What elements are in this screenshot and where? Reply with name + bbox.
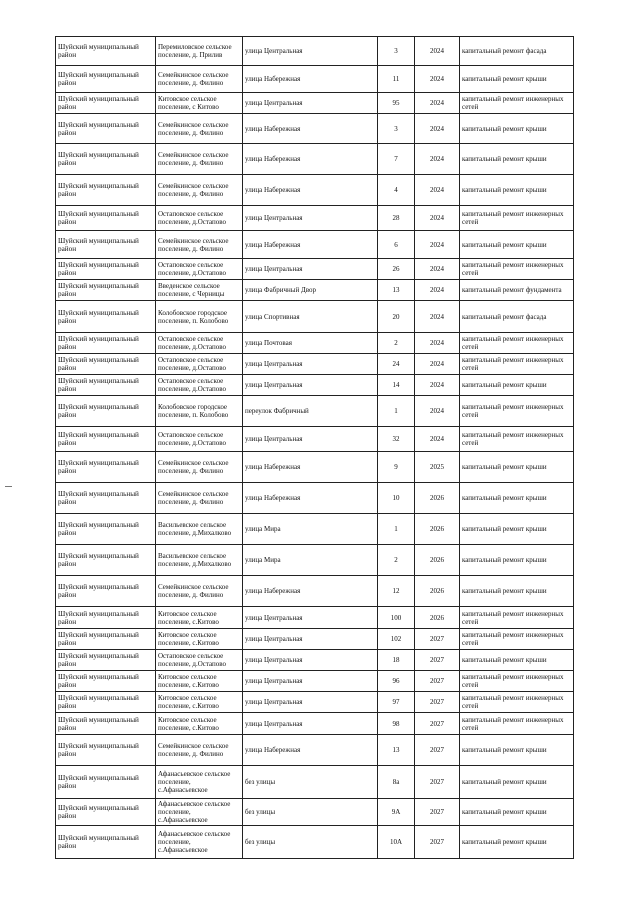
- cell-work: капитальный ремонт крыши: [460, 375, 574, 396]
- cell-year: 2027: [415, 671, 460, 692]
- cell-district: Шуйский муниципальный район: [56, 301, 156, 333]
- cell-district: Шуйский муниципальный район: [56, 766, 156, 799]
- cell-settlement: Остаповское сельское поселение, д.Остапово: [156, 650, 243, 671]
- table-row: [56, 206, 574, 231]
- cell-year: 2026: [415, 514, 460, 545]
- cell-district: Шуйский муниципальный район: [56, 354, 156, 375]
- cell-street: улица Фабричный Двор: [243, 280, 378, 301]
- cell-year: 2027: [415, 826, 460, 859]
- cell-house: 4: [378, 175, 415, 206]
- cell-year: 2024: [415, 144, 460, 175]
- cell-street: без улицы: [243, 799, 378, 826]
- cell-work: капитальный ремонт инженерных сетей: [460, 692, 574, 713]
- cell-street: улица Набережная: [243, 735, 378, 766]
- cell-year: 2024: [415, 375, 460, 396]
- cell-settlement: Китовское сельское поселение, с.Китово: [156, 629, 243, 650]
- cell-street: улица Набережная: [243, 483, 378, 514]
- cell-district: Шуйский муниципальный район: [56, 175, 156, 206]
- cell-house: 10: [378, 483, 415, 514]
- cell-district: Шуйский муниципальный район: [56, 114, 156, 144]
- cell-house: 96: [378, 671, 415, 692]
- cell-street: улица Набережная: [243, 452, 378, 483]
- margin-mark: [5, 486, 12, 487]
- cell-year: 2027: [415, 650, 460, 671]
- table-row: [56, 545, 574, 576]
- table-row: [56, 333, 574, 354]
- cell-district: Шуйский муниципальный район: [56, 514, 156, 545]
- cell-house: 9: [378, 452, 415, 483]
- cell-house: 97: [378, 692, 415, 713]
- cell-district: Шуйский муниципальный район: [56, 452, 156, 483]
- cell-work: капитальный ремонт крыши: [460, 514, 574, 545]
- cell-year: 2027: [415, 799, 460, 826]
- cell-district: Шуйский муниципальный район: [56, 692, 156, 713]
- cell-street: улица Набережная: [243, 144, 378, 175]
- table-row: [56, 514, 574, 545]
- table-row: [56, 427, 574, 452]
- cell-district: Шуйский муниципальный район: [56, 671, 156, 692]
- cell-settlement: Колобовское городское поселение, п. Колобово: [156, 301, 243, 333]
- table-row: [56, 231, 574, 259]
- cell-house: 13: [378, 735, 415, 766]
- table-row: [56, 766, 574, 799]
- cell-street: улица Центральная: [243, 629, 378, 650]
- cell-house: 6: [378, 231, 415, 259]
- cell-year: 2027: [415, 735, 460, 766]
- cell-street: переулок Фабричный: [243, 396, 378, 427]
- cell-year: 2025: [415, 452, 460, 483]
- cell-settlement: Афанасьевское сельское поселение, с.Афанасьевское: [156, 799, 243, 826]
- cell-street: улица Центральная: [243, 93, 378, 114]
- cell-district: Шуйский муниципальный район: [56, 735, 156, 766]
- cell-work: капитальный ремонт крыши: [460, 144, 574, 175]
- cell-district: Шуйский муниципальный район: [56, 37, 156, 66]
- cell-settlement: Колобовское городское поселение, п. Колобово: [156, 396, 243, 427]
- cell-district: Шуйский муниципальный район: [56, 483, 156, 514]
- table-row: [56, 735, 574, 766]
- cell-house: 2: [378, 333, 415, 354]
- cell-street: без улицы: [243, 766, 378, 799]
- cell-street: улица Центральная: [243, 37, 378, 66]
- cell-work: капитальный ремонт инженерных сетей: [460, 206, 574, 231]
- cell-district: Шуйский муниципальный район: [56, 650, 156, 671]
- cell-district: Шуйский муниципальный район: [56, 231, 156, 259]
- cell-district: Шуйский муниципальный район: [56, 144, 156, 175]
- cell-street: улица Набережная: [243, 114, 378, 144]
- cell-work: капитальный ремонт инженерных сетей: [460, 259, 574, 280]
- cell-work: капитальный ремонт крыши: [460, 799, 574, 826]
- cell-settlement: Васильевское сельское поселение, д.Михалково: [156, 545, 243, 576]
- cell-house: 1: [378, 514, 415, 545]
- cell-street: улица Набережная: [243, 175, 378, 206]
- cell-work: капитальный ремонт инженерных сетей: [460, 396, 574, 427]
- cell-year: 2024: [415, 93, 460, 114]
- cell-settlement: Остаповское сельское поселение, д.Остапово: [156, 333, 243, 354]
- table-body: [56, 37, 574, 859]
- cell-work: капитальный ремонт инженерных сетей: [460, 629, 574, 650]
- cell-year: 2027: [415, 766, 460, 799]
- cell-street: улица Набережная: [243, 66, 378, 93]
- cell-house: 1: [378, 396, 415, 427]
- cell-district: Шуйский муниципальный район: [56, 375, 156, 396]
- cell-settlement: Афанасьевское сельское поселение, с.Афанасьевское: [156, 826, 243, 859]
- cell-work: капитальный ремонт крыши: [460, 766, 574, 799]
- cell-settlement: Семейкинское сельское поселение, д. Филино: [156, 114, 243, 144]
- repair-schedule-table: [55, 36, 574, 859]
- cell-house: 32: [378, 427, 415, 452]
- cell-district: Шуйский муниципальный район: [56, 206, 156, 231]
- cell-district: Шуйский муниципальный район: [56, 576, 156, 607]
- table-row: [56, 375, 574, 396]
- cell-house: 98: [378, 713, 415, 735]
- cell-street: улица Центральная: [243, 354, 378, 375]
- cell-settlement: Афанасьевское сельское поселение, с.Афанасьевское: [156, 766, 243, 799]
- cell-house: 13: [378, 280, 415, 301]
- cell-street: улица Спортивная: [243, 301, 378, 333]
- cell-settlement: Остаповское сельское поселение, д.Остапово: [156, 206, 243, 231]
- cell-street: улица Мира: [243, 545, 378, 576]
- cell-work: капитальный ремонт крыши: [460, 826, 574, 859]
- table-row: [56, 607, 574, 629]
- cell-year: 2024: [415, 280, 460, 301]
- cell-house: 95: [378, 93, 415, 114]
- cell-settlement: Остаповское сельское поселение, д.Остапово: [156, 259, 243, 280]
- cell-year: 2026: [415, 545, 460, 576]
- cell-district: Шуйский муниципальный район: [56, 427, 156, 452]
- cell-district: Шуйский муниципальный район: [56, 713, 156, 735]
- cell-year: 2024: [415, 114, 460, 144]
- cell-work: капитальный ремонт крыши: [460, 114, 574, 144]
- cell-year: 2026: [415, 576, 460, 607]
- cell-year: 2024: [415, 231, 460, 259]
- table-row: [56, 114, 574, 144]
- table-row: [56, 93, 574, 114]
- cell-street: без улицы: [243, 826, 378, 859]
- cell-street: улица Центральная: [243, 427, 378, 452]
- cell-work: капитальный ремонт крыши: [460, 735, 574, 766]
- cell-street: улица Центральная: [243, 671, 378, 692]
- cell-work: капитальный ремонт фундамента: [460, 280, 574, 301]
- cell-district: Шуйский муниципальный район: [56, 66, 156, 93]
- cell-work: капитальный ремонт крыши: [460, 545, 574, 576]
- cell-settlement: Семейкинское сельское поселение, д. Филино: [156, 735, 243, 766]
- cell-year: 2024: [415, 301, 460, 333]
- cell-settlement: Семейкинское сельское поселение, д. Филино: [156, 175, 243, 206]
- cell-year: 2024: [415, 66, 460, 93]
- cell-district: Шуйский муниципальный район: [56, 396, 156, 427]
- cell-district: Шуйский муниципальный район: [56, 259, 156, 280]
- cell-settlement: Китовское сельское поселение, с Китово: [156, 93, 243, 114]
- cell-house: 14: [378, 375, 415, 396]
- cell-settlement: Китовское сельское поселение, с.Китово: [156, 692, 243, 713]
- cell-house: 12: [378, 576, 415, 607]
- cell-work: капитальный ремонт инженерных сетей: [460, 671, 574, 692]
- cell-year: 2026: [415, 483, 460, 514]
- table-row: [56, 259, 574, 280]
- table-row: [56, 175, 574, 206]
- cell-year: 2024: [415, 396, 460, 427]
- table-row: [56, 452, 574, 483]
- cell-year: 2024: [415, 259, 460, 280]
- cell-street: улица Центральная: [243, 259, 378, 280]
- cell-house: 3: [378, 114, 415, 144]
- cell-district: Шуйский муниципальный район: [56, 607, 156, 629]
- cell-settlement: Китовское сельское поселение, с.Китово: [156, 671, 243, 692]
- cell-street: улица Набережная: [243, 576, 378, 607]
- cell-work: капитальный ремонт инженерных сетей: [460, 607, 574, 629]
- cell-district: Шуйский муниципальный район: [56, 799, 156, 826]
- table-row: [56, 354, 574, 375]
- cell-settlement: Введенское сельское поселение, с Черницы: [156, 280, 243, 301]
- table-row: [56, 671, 574, 692]
- cell-street: улица Центральная: [243, 713, 378, 735]
- cell-work: капитальный ремонт крыши: [460, 576, 574, 607]
- table-row: [56, 692, 574, 713]
- cell-house: 20: [378, 301, 415, 333]
- cell-house: 2: [378, 545, 415, 576]
- cell-settlement: Семейкинское сельское поселение, д. Филино: [156, 66, 243, 93]
- cell-settlement: Семейкинское сельское поселение, д. Филино: [156, 144, 243, 175]
- cell-work: капитальный ремонт фасада: [460, 37, 574, 66]
- cell-year: 2024: [415, 354, 460, 375]
- cell-settlement: Китовское сельское поселение, с.Китово: [156, 713, 243, 735]
- table-row: [56, 301, 574, 333]
- cell-house: 7: [378, 144, 415, 175]
- table-row: [56, 713, 574, 735]
- cell-work: капитальный ремонт инженерных сетей: [460, 333, 574, 354]
- cell-house: 26: [378, 259, 415, 280]
- table-row: [56, 396, 574, 427]
- table-row: [56, 483, 574, 514]
- table-row: [56, 629, 574, 650]
- cell-settlement: Васильевское сельское поселение, д.Михалково: [156, 514, 243, 545]
- cell-settlement: Остаповское сельское поселение, д.Остапово: [156, 375, 243, 396]
- cell-work: капитальный ремонт инженерных сетей: [460, 427, 574, 452]
- cell-district: Шуйский муниципальный район: [56, 280, 156, 301]
- table-row: [56, 280, 574, 301]
- cell-house: 24: [378, 354, 415, 375]
- cell-house: 102: [378, 629, 415, 650]
- cell-district: Шуйский муниципальный район: [56, 629, 156, 650]
- cell-work: капитальный ремонт инженерных сетей: [460, 713, 574, 735]
- cell-settlement: Остаповское сельское поселение, д.Остапово: [156, 354, 243, 375]
- cell-street: улица Мира: [243, 514, 378, 545]
- cell-work: капитальный ремонт крыши: [460, 175, 574, 206]
- cell-settlement: Перемиловское сельское поселение, д. Прилив: [156, 37, 243, 66]
- cell-year: 2026: [415, 607, 460, 629]
- table-row: [56, 799, 574, 826]
- cell-work: капитальный ремонт инженерных сетей: [460, 354, 574, 375]
- cell-street: улица Центральная: [243, 607, 378, 629]
- cell-work: капитальный ремонт крыши: [460, 66, 574, 93]
- cell-house: 8а: [378, 766, 415, 799]
- cell-house: 10А: [378, 826, 415, 859]
- document-page: [55, 36, 573, 859]
- table-row: [56, 650, 574, 671]
- cell-year: 2024: [415, 333, 460, 354]
- cell-house: 28: [378, 206, 415, 231]
- cell-house: 9А: [378, 799, 415, 826]
- table-row: [56, 66, 574, 93]
- cell-settlement: Остаповское сельское поселение, д.Остапово: [156, 427, 243, 452]
- cell-work: капитальный ремонт инженерных сетей: [460, 93, 574, 114]
- cell-house: 100: [378, 607, 415, 629]
- cell-street: улица Центральная: [243, 375, 378, 396]
- cell-year: 2024: [415, 206, 460, 231]
- table-row: [56, 576, 574, 607]
- cell-work: капитальный ремонт крыши: [460, 231, 574, 259]
- table-row: [56, 144, 574, 175]
- table-row: [56, 826, 574, 859]
- cell-year: 2027: [415, 692, 460, 713]
- cell-year: 2027: [415, 713, 460, 735]
- cell-street: улица Центральная: [243, 650, 378, 671]
- cell-year: 2027: [415, 629, 460, 650]
- cell-house: 18: [378, 650, 415, 671]
- cell-district: Шуйский муниципальный район: [56, 93, 156, 114]
- cell-house: 3: [378, 37, 415, 66]
- cell-settlement: Семейкинское сельское поселение, д. Филино: [156, 483, 243, 514]
- cell-work: капитальный ремонт крыши: [460, 452, 574, 483]
- cell-district: Шуйский муниципальный район: [56, 826, 156, 859]
- cell-settlement: Китовское сельское поселение, с.Китово: [156, 607, 243, 629]
- table-row: [56, 37, 574, 66]
- cell-settlement: Семейкинское сельское поселение, д. Филино: [156, 452, 243, 483]
- cell-work: капитальный ремонт крыши: [460, 483, 574, 514]
- cell-district: Шуйский муниципальный район: [56, 333, 156, 354]
- cell-settlement: Семейкинское сельское поселение, д. Филино: [156, 576, 243, 607]
- cell-work: капитальный ремонт фасада: [460, 301, 574, 333]
- cell-street: улица Центральная: [243, 692, 378, 713]
- cell-street: улица Почтовая: [243, 333, 378, 354]
- cell-district: Шуйский муниципальный район: [56, 545, 156, 576]
- cell-year: 2024: [415, 37, 460, 66]
- cell-street: улица Набережная: [243, 231, 378, 259]
- cell-year: 2024: [415, 175, 460, 206]
- cell-work: капитальный ремонт крыши: [460, 650, 574, 671]
- cell-house: 11: [378, 66, 415, 93]
- cell-street: улица Центральная: [243, 206, 378, 231]
- cell-year: 2024: [415, 427, 460, 452]
- cell-settlement: Семейкинское сельское поселение, д. Филино: [156, 231, 243, 259]
